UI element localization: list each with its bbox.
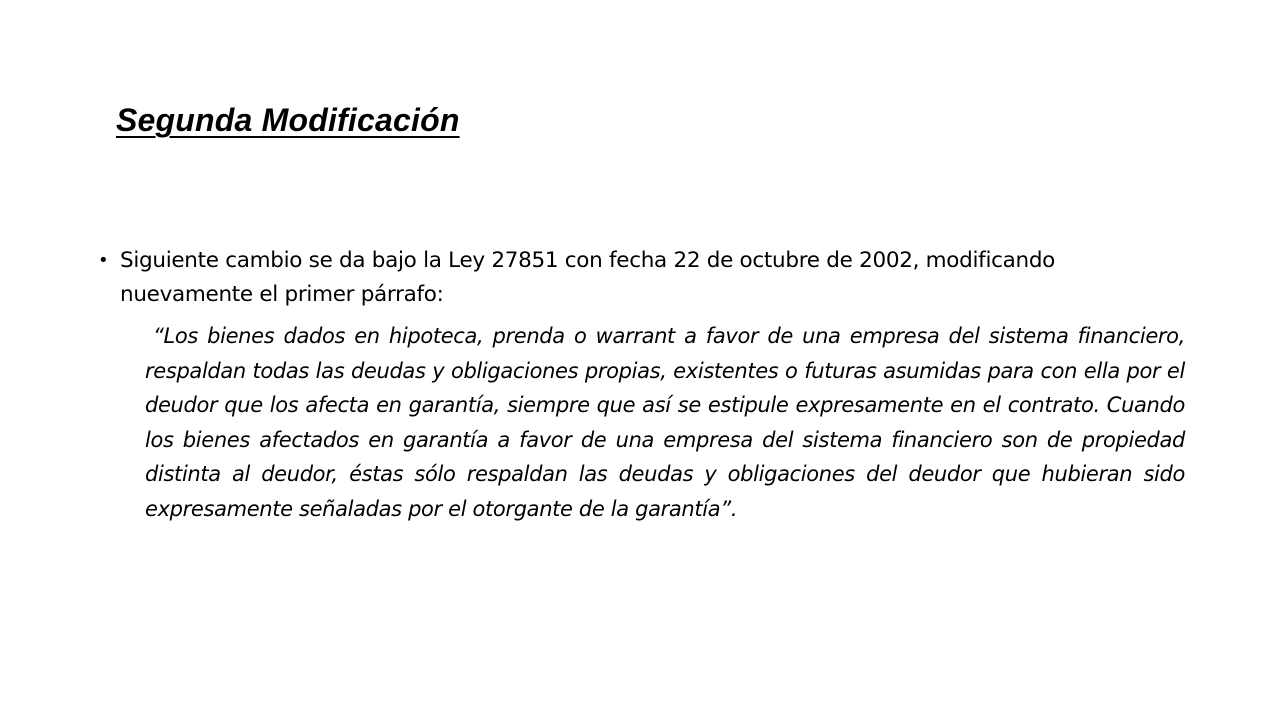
bullet-item [98, 244, 1098, 312]
slide-title: Segunda Modificación [116, 102, 460, 138]
bullet-text: Siguiente cambio se da bajo la Ley 27851 con fecha 22 de octubre de 2002, modificando nuevamente el primer párrafo: [120, 248, 1056, 307]
bullet-dot-icon: • [98, 250, 109, 271]
quoted-paragraph: “Los bienes dados en hipoteca, prenda o warrant a favor de una empresa del sistema financiero, respaldan todas las deudas y obligaciones propias, existentes o futuras asumidas para con ella por el deudor que los afecta en garantía, siempre que así se estipule expresamente en el contrato. Cuando los bienes afectados en garantía a favor de una empresa del sistema financiero son de propiedad distinta al deudor, éstas sólo respaldan las deudas y obligaciones del deudor que hubieran sido expresamente señaladas por el otorgante de la garantía”. [145, 324, 1185, 521]
